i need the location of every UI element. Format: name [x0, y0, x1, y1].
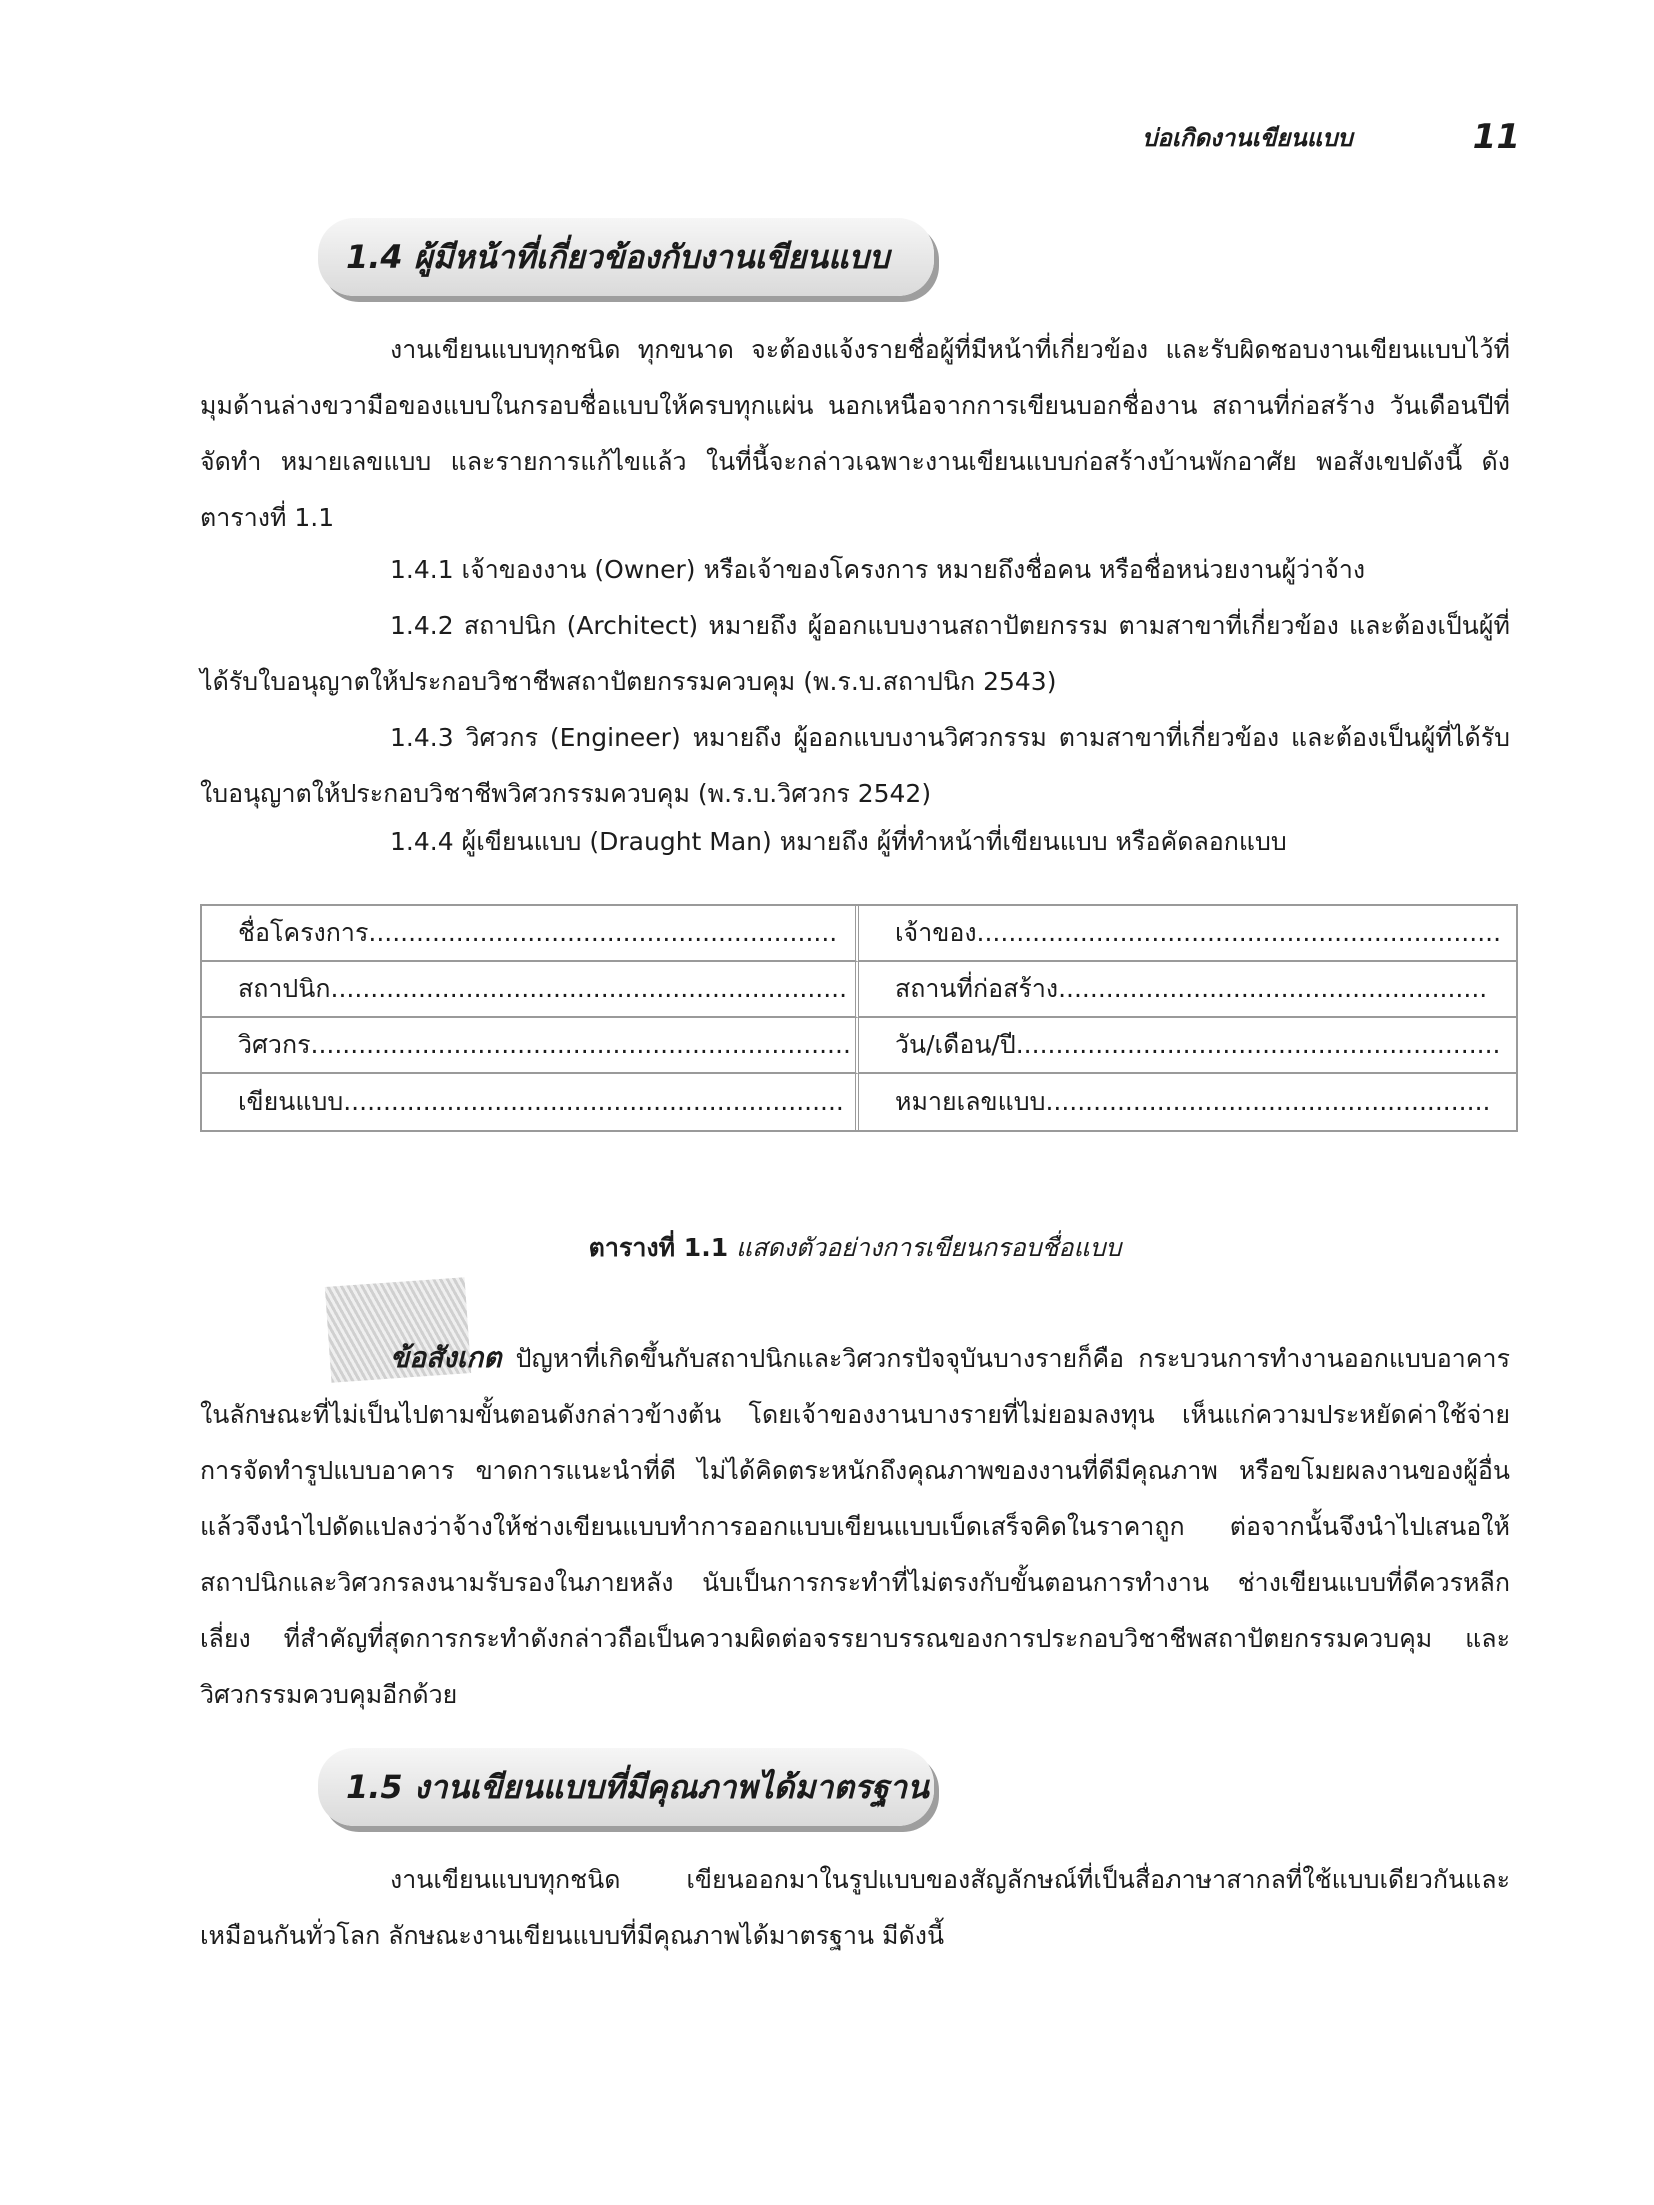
- section-1-4-intro-paragraph: งานเขียนแบบทุกชนิด ทุกขนาด จะต้องแจ้งรายชื่อผู้ที่มีหน้าที่เกี่ยวข้อง และรับผิดชอบงานเขียนแบบไว้ที่มุมด้านล่างขวามือของแบบในกรอบชื่อแบบให้ครบทุกแผ่น นอกเหนือจากการเขียนบอกชื่องาน สถานที่ก่อสร้าง วันเดือนปีที่จัดทำ หมายเลขแบบ และรายการแก้ไขแล้ว ในที่นี้จะกล่าวเฉพาะงานเขียนแบบก่อสร้างบ้านพักอาศัย พอสังเขปดังนี้ ดังตารางที่ 1.1: [200, 335, 1510, 532]
- title-block-cell-engineer: วิศวกร....................................................................: [202, 1018, 859, 1074]
- section-heading-1-5: 1.5 งานเขียนแบบที่มีคุณภาพได้มาตรฐาน: [318, 1748, 934, 1826]
- section-1-5-intro-paragraph: งานเขียนแบบทุกชนิด เขียนออกมาในรูปแบบของสัญลักษณ์ที่เป็นสื่อภาษาสากลที่ใช้แบบเดียวกันและเหมือนกันทั่วโลก ลักษณะงานเขียนแบบที่มีคุณภาพได้มาตรฐาน มีดังนี้: [200, 1865, 1510, 1950]
- page-number: 11: [1472, 117, 1520, 157]
- note-paragraph: [200, 1330, 1510, 1723]
- running-title: บ่อเกิดงานเขียนแบบ: [1142, 123, 1353, 152]
- title-block-cell-site: สถานที่ก่อสร้าง......................................................: [859, 962, 1516, 1018]
- note-text: ปัญหาที่เกิดขึ้นกับสถาปนิกและวิศวกรปัจจุบันบางรายก็คือ กระบวนการทำงานออกแบบอาคารในลักษณะที่ไม่เป็นไปตามขั้นตอนดังกล่าวข้างต้น โดยเจ้าของงานบางรายที่ไม่ยอมลงทุน เห็นแก่ความประหยัดค่าใช้จ่ายการจัดทำรูปแบบอาคาร ขาดการแนะนำที่ดี ไม่ได้คิดตระหนักถึงคุณภาพของงานที่ดีมีคุณภาพ หรือขโมยผลงานของผู้อื่น แล้วจึงนำไปดัดแปลงว่าจ้างให้ช่างเขียนแบบทำการออกแบบเขียนแบบเบ็ดเสร็จคิดในราคาถูก ต่อจากนั้นจึงนำไปเสนอให้สถาปนิกและวิศวกรลงนามรับรองในภายหลัง นับเป็นการกระทำที่ไม่ตรงกับขั้นตอนการทำงาน ช่างเขียนแบบที่ดีควรหลีกเลี่ยง ที่สำคัญที่สุดการกระทำดังกล่าวถือเป็นความผิดต่อจรรยาบรรณของการประกอบวิชาชีพสถาปัตยกรรมควบคุม และวิศวกรรมควบคุมอีกด้วย: [200, 1344, 1510, 1709]
- caption-label: ตารางที่ 1.1: [588, 1233, 729, 1262]
- title-block-cell-draughtsman: เขียนแบบ...............................................................: [202, 1074, 859, 1130]
- title-block-cell-date: วัน/เดือน/ปี.............................................................: [859, 1018, 1516, 1074]
- item-1-4-3-engineer: 1.4.3 วิศวกร (Engineer) หมายถึง ผู้ออกแบบงานวิศวกรรม ตามสาขาที่เกี่ยวข้อง และต้องเป็นผู้ที่ได้รับใบอนุญาตให้ประกอบวิชาชีพวิศวกรรมควบคุม (พ.ร.บ.วิศวกร 2542): [200, 723, 1510, 808]
- title-block-cell-architect: สถาปนิก.................................................................: [202, 962, 859, 1018]
- title-block-cell-project-name: ชื่อโครงการ...........................................................: [202, 906, 859, 962]
- item-1-4-2-architect: 1.4.2 สถาปนิก (Architect) หมายถึง ผู้ออกแบบงานสถาปัตยกรรม ตามสาขาที่เกี่ยวข้อง และต้องเป็นผู้ที่ได้รับใบอนุญาตให้ประกอบวิชาชีพสถาปัตยกรรมควบคุม (พ.ร.บ.สถาปนิก 2543): [200, 611, 1510, 696]
- title-block-cell-drawing-number: หมายเลขแบบ........................................................: [895, 1087, 1491, 1116]
- item-1-4-4-draughtsman: 1.4.4 ผู้เขียนแบบ (Draught Man) หมายถึง ผู้ที่ทำหน้าที่เขียนแบบ หรือคัดลอกแบบ: [390, 827, 1287, 856]
- title-block-cell-owner: เจ้าของ..................................................................: [859, 906, 1516, 962]
- note-label: ข้อสังเกต: [390, 1341, 502, 1374]
- caption-text: แสดงตัวอย่างการเขียนกรอบชื่อแบบ: [736, 1233, 1122, 1262]
- title-block-table: [200, 904, 1518, 1132]
- item-1-4-1-owner: 1.4.1 เจ้าของงาน (Owner) หรือเจ้าของโครงการ หมายถึงชื่อคน หรือชื่อหน่วยงานผู้ว่าจ้าง: [390, 555, 1366, 584]
- section-heading-1-4: 1.4 ผู้มีหน้าที่เกี่ยวข้องกับงานเขียนแบบ: [318, 218, 934, 296]
- page-header: [1050, 112, 1520, 162]
- table-caption: [200, 1228, 1510, 1268]
